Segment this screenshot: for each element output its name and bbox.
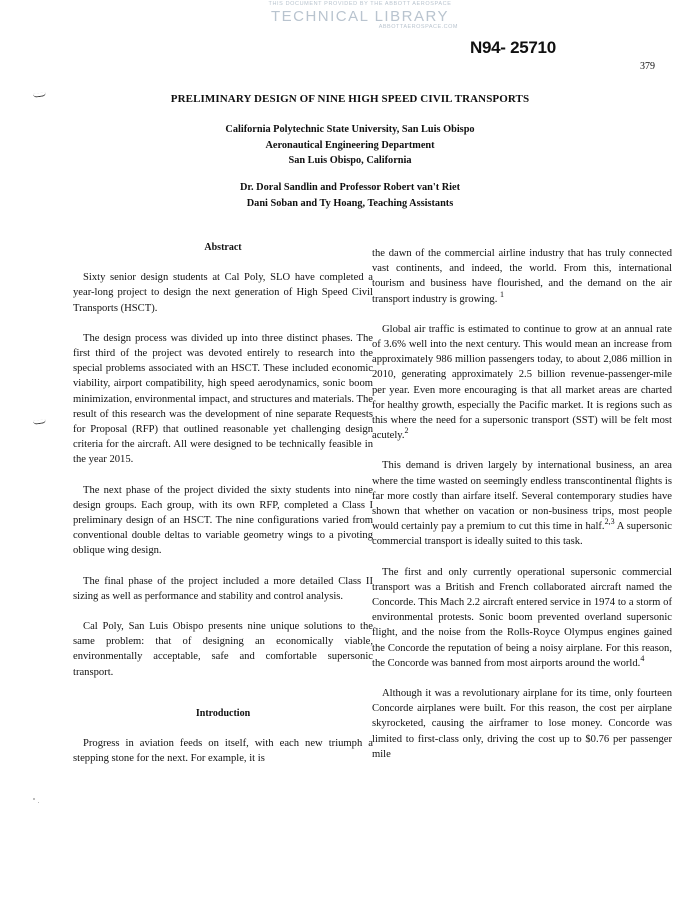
paper-title: PRELIMINARY DESIGN OF NINE HIGH SPEED CIVIL TRANSPORTS <box>170 93 530 105</box>
affiliation-block <box>0 122 700 169</box>
margin-scan-mark <box>33 419 46 425</box>
abstract-paragraph: The final phase of the project included a more detailed Class II sizing as well as performance and stability and control analysis. <box>73 575 373 602</box>
introduction-heading: Introduction <box>195 707 251 719</box>
affiliation-department: Aeronautical Engineering Department <box>265 139 435 151</box>
document-id: N94- 25710 <box>470 38 556 57</box>
scan-speck <box>33 798 35 800</box>
body-paragraph: Although it was a revolutionary airplane for its time, only fourteen Concorde airplanes were built. For this reason, the cost per airplane skyrocketed, causing the airframer to lose money. Concorde was limited to first-class only, driving the cost up to $0.76 per passenger mile <box>372 688 672 760</box>
footnote-ref: 2 <box>404 426 409 436</box>
footnote-ref: 4 <box>640 653 645 663</box>
body-paragraph: This demand is driven largely by international business, an area where the time wasted on seemingly endless transcontinental flights is far more costly than airfare itself. Several contemporary studies have shown that whether on vacation or non-business trips, most people would certainly pay a premium to cut this time in half.$^{2,3}$ A supersonic commercial transport is ideally suited to this task. <box>372 460 672 548</box>
page-number: 379 <box>640 61 655 72</box>
abstract-paragraph: The next phase of the project divided the sixty students into nine design groups. Each group, with its own RFP, completed a Class I preliminary design of an HSCT. The nine configurations varied from conventional double deltas to variable geometry wings to a pivoting oblique wing design. <box>73 484 373 557</box>
abstract-heading: Abstract <box>204 242 242 253</box>
left-column <box>73 240 373 766</box>
watermark-url: ABBOTTAEROSPACE.COM <box>378 23 458 30</box>
introduction-paragraph: Progress in aviation feeds on itself, with each new triumph a stepping stone for the next. For example, it is <box>73 738 373 765</box>
body-paragraph: the dawn of the commercial airline industry that has truly connected vast continents, and indeed, the world. From this, international tourism and business have flourished, and the demand on the air transport industry is growing. $^1$ <box>372 248 672 305</box>
abstract-paragraph: Sixty senior design students at Cal Poly, SLO have completed a year-long project to design the next generation of High Speed Civil Transports (HSCT). <box>73 272 373 314</box>
watermark <box>250 2 470 30</box>
scan-speck <box>38 802 39 803</box>
affiliation-location: San Luis Obispo, California <box>288 155 412 166</box>
footnote-ref: 2,3 <box>604 517 615 527</box>
authors-faculty: Dr. Doral Sandlin and Professor Robert van't Riet <box>239 182 461 193</box>
abstract-paragraph: The design process was divided up into three distinct phases. The first third of the project was devoted entirely to research into the special problems associated with an HSCT. These included economic viability, airport compatibility, high speed aerodynamics, sonic boom minimization, environmental impact, and structures and materials. The result of this research was the development of nine separate Requests for Proposal (RFP) that outlined reasonable yet challenging design criteria for the aircraft. All were designed to be technically feasible in the year 2015. <box>73 332 373 466</box>
watermark-provider-line: THIS DOCUMENT PROVIDED BY THE ABBOTT AEROSPACE <box>268 1 452 7</box>
abstract-paragraph: Cal Poly, San Luis Obispo presents nine unique solutions to the same problem: that of designing an economically viable, environmentally acceptable, safe and comfortable supersonic transport. <box>73 621 373 678</box>
authors-block <box>0 180 700 211</box>
affiliation-university: California Polytechnic State University, San Luis Obispo <box>225 124 475 135</box>
body-paragraph: The first and only currently operational supersonic commercial transport was a British and French collaborated aircraft named the Concorde. This Mach 2.2 aircraft entered service in 1974 to a storm of environmental protests. Sonic boom prevented overland supersonic flight, and the noise from the Rolls-Royce Olympus engines gained the Concorde the reputation of being a noisy airplane. For this reason, the Concorde was banned from most airports around the world.$^4$ <box>372 566 672 669</box>
body-paragraph: Global air traffic is estimated to continue to grow at an annual rate of 3.6% well into the next century. This would mean an increase from approximately 986 million passengers today, to about 2,086 million in 2010, generating approximately 2.5 billion revenue-passenger-mile per year. Even more encouraging is that all market areas are charted for healthy growth, especially the Pacific market. It is regions such as this where the need for a supersonic transport (SST) will be felt most acutely.$^2$ <box>372 323 672 442</box>
footnote-ref: 1 <box>500 289 504 299</box>
right-column <box>372 246 672 762</box>
watermark-library-name: TECHNICAL LIBRARY <box>270 7 450 25</box>
authors-assistants: Dani Soban and Ty Hoang, Teaching Assistants <box>246 197 454 209</box>
